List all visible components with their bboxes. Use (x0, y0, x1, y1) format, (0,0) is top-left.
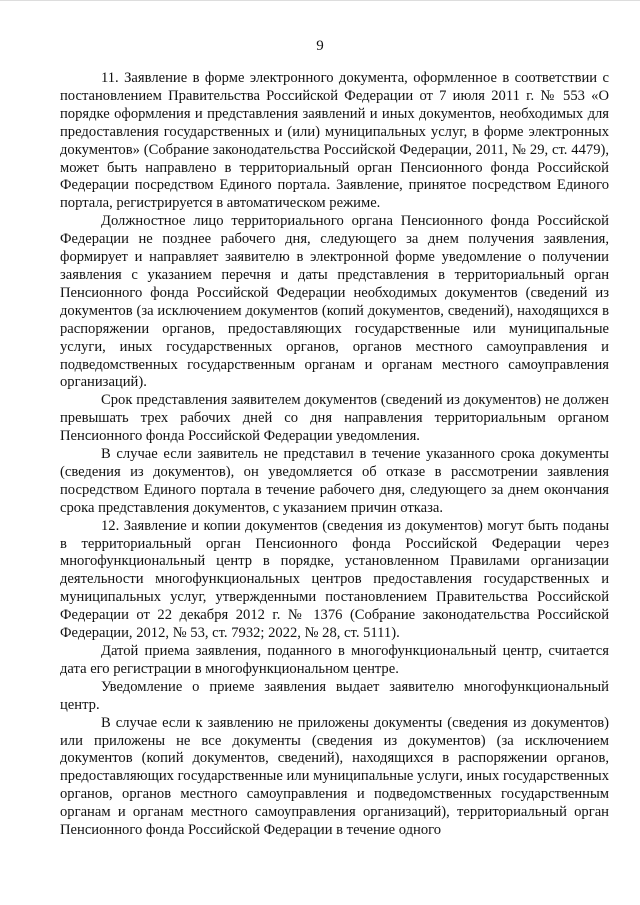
paragraph-submission-deadline: Срок представления заявителем документов (сведений из документов) не должен превышать трех рабочих дней со дня направления территориальным органом Пенсионного фонда Российской Федерации уведомления. (60, 392, 609, 445)
page-number: 9 (316, 38, 324, 54)
paragraph-missing-documents: В случае если к заявлению не приложены документы (сведения из документов) или приложены не все документы (сведения из документов) (за исключением документов (копий документов, сведений), находящихся в распоряжении органов, предоставляющих государственные или муниципальные услуги, иных государственных органов, органов местного самоуправления и подведомственных государственным органам и органам местного самоуправления организаций), территориальный орган Пенсионного фонда Российской Федерации в течение одного (60, 714, 609, 839)
paragraph-reception-notification: Уведомление о приеме заявления выдает заявителю многофункциональный центр. (60, 678, 609, 713)
paragraph-refusal-notice: В случае если заявитель не представил в течение указанного срока документы (сведения из документов), он уведомляется об отказе в рассмотрении заявления посредством Единого портала в течение рабочего дня, следующего за днем окончания срока представления документов, с указанием причин отказа. (60, 446, 609, 516)
paragraph-12-mfc-submission: 12. Заявление и копии документов (сведения из документов) могут быть поданы в территориальный орган Пенсионного фонда Российской Федерации через многофункциональный центр в порядке, установленном Правилами организации деятельности многофункциональных центров предоставления государственных и муниципальных услуг, утвержденными постановлением Правительства Российской Федерации от 22 декабря 2012 г. № 1376 (Собрание законодательства Российской Федерации, 2012, № 53, ст. 7932; 2022, № 28, ст. 5111). (60, 517, 609, 642)
body-text (60, 70, 609, 840)
paragraph-reception-date: Датой приема заявления, поданного в многофункциональный центр, считается дата его регистрации в многофункциональном центре. (60, 643, 609, 677)
paragraph-11-electronic-application: 11. Заявление в форме электронного документа, оформленное в соответствии с постановлением Правительства Российской Федерации от 7 июля 2011 г. № 553 «О порядке оформления и представления заявлений и иных документов, необходимых для предоставления государственных и (или) муниципальных услуг, в форме электронных документов» (Собрание законодательства Российской Федерации, 2011, № 29, ст. 4479), может быть направлено в территориальный орган Пенсионного фонда Российской Федерации посредством Единого портала. Заявление, принятое посредством Единого портала, регистрируется в автоматическом режиме. (60, 70, 609, 212)
page-top-edge (0, 0, 640, 1)
paragraph-official-notification: Должностное лицо территориального органа Пенсионного фонда Российской Федерации не позднее рабочего дня, следующего за днем получения заявления, формирует и направляет заявителю в электронной форме уведомление о получении заявления с указанием перечня и даты представления в территориальный орган Пенсионного фонда Российской Федерации необходимых документов (сведений из документов (за исключением документов (копий документов, сведений), находящихся в распоряжении органов, предоставляющих государственные или муниципальные услуги, иных государственных органов, органов местного самоуправления и подведомственных государственным органам и органам местного самоуправления организаций). (60, 213, 609, 391)
